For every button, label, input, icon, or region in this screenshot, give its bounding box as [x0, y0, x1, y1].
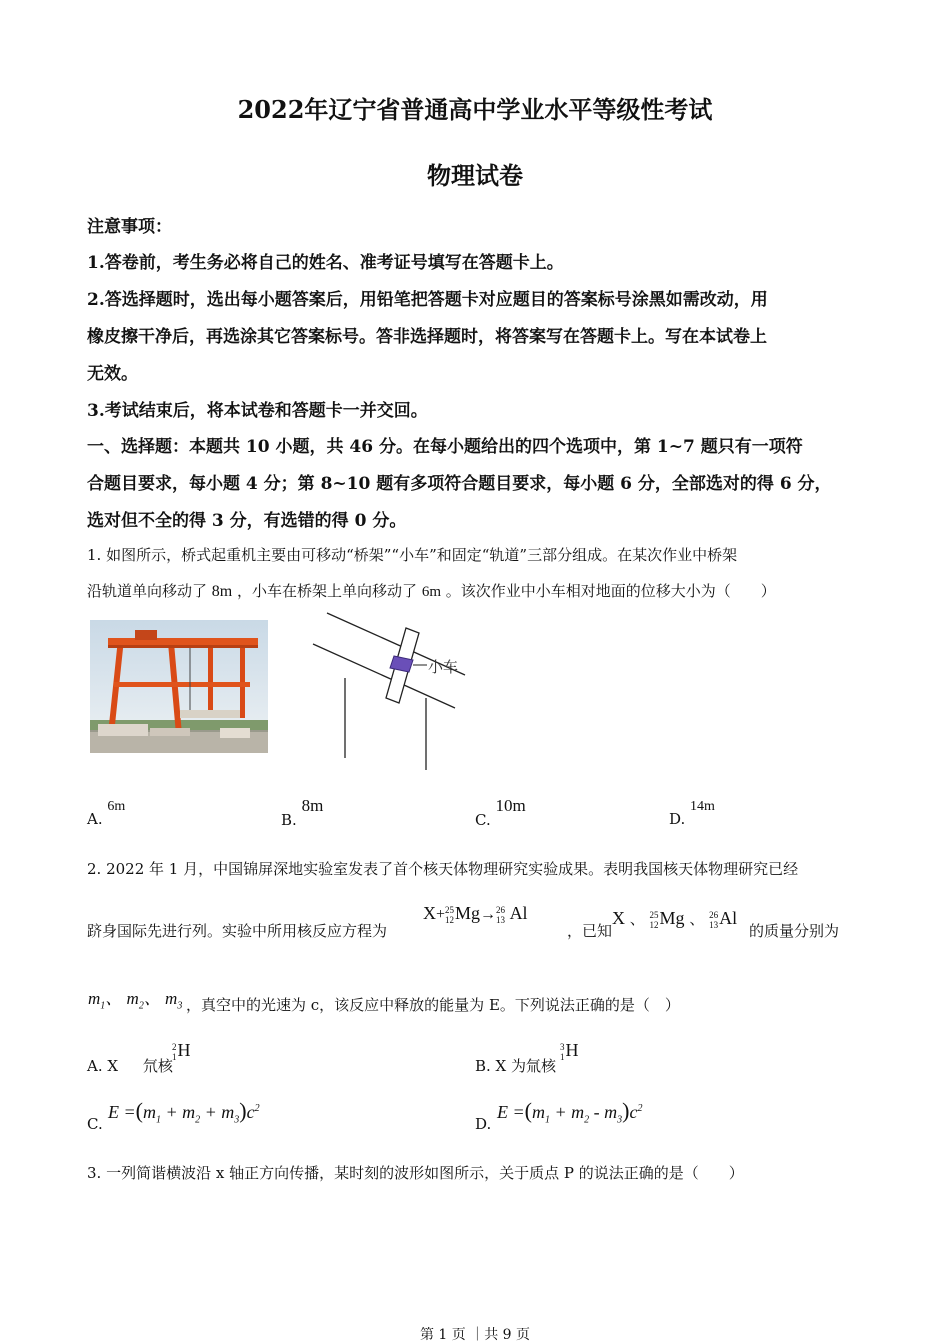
- mass-symbols: $m_1$、 $m_2$、 $m_3$: [88, 989, 183, 1012]
- notes-item-3: 3.考试结束后，将本试卷和答题卡一并交回。: [87, 401, 428, 421]
- diagram-label-trolley: 小车: [428, 658, 459, 676]
- h3-symbol: H: [565, 1040, 579, 1060]
- crane-photo: [90, 620, 268, 753]
- notes-item-2-line-2: 橡皮擦干净后，再选涂其它答案标号。答非选择题时，将答案写在答题卡上。写在本试卷上: [87, 327, 767, 347]
- list-al-mass: 26: [709, 909, 719, 920]
- list-al-atomic: 13: [709, 919, 719, 930]
- q2-option-a-text: 氘核: [142, 1057, 173, 1075]
- q2-option-a-nuclide: [172, 1040, 191, 1062]
- h2-atomic: 1: [172, 1051, 177, 1062]
- list-al: Al: [719, 908, 738, 928]
- q1-option-d[interactable]: [669, 799, 715, 829]
- section1-line-2: 合题目要求，每小题 4 分；第 8~10 题有多项符合题目要求，每小题 6 分，全部选对的得 6 分，: [87, 474, 832, 494]
- q2-line-3: ，真空中的光速为 c，该反应中释放的能量为 E。下列说法正确的是（ ）: [186, 996, 680, 1014]
- eq-mg-atomic: 12: [445, 914, 455, 925]
- q1-option-a-letter: A.: [87, 810, 103, 828]
- notes-item-1: 1.答卷前，考生务必将自己的姓名、准考证号填写在答题卡上。: [87, 253, 564, 273]
- q2-species-list: X 、 25 12 Mg 、 26 13 Al: [612, 908, 738, 930]
- q1-line-1: 1. 如图所示，桥式起重机主要由可移动“桥架”“小车”和固定“轨道”三部分组成。在某次作业中桥架: [87, 546, 738, 564]
- q1-option-c[interactable]: [475, 796, 526, 830]
- section1-line-3: 选对但不全的得 3 分，有选错的得 0 分。: [87, 511, 407, 531]
- eq-al-atomic: 13: [496, 914, 506, 925]
- list-mg-atomic: 12: [649, 919, 659, 930]
- q1-text-e: 。该次作业中小车相对地面的位移大小为（ ）: [445, 582, 776, 600]
- list-x: X: [612, 908, 625, 928]
- notes-item-2-line-3: 无效。: [87, 364, 138, 384]
- q2-option-a[interactable]: [87, 1055, 173, 1076]
- h3-mass: 3: [560, 1041, 565, 1052]
- q1-text-a: 沿轨道单向移动了: [87, 582, 208, 600]
- q1-option-a[interactable]: [87, 799, 126, 829]
- section1-line-1: 一、选择题：本题共 10 小题，共 46 分。在每小题给出的四个选项中，第 1~7 题只有一项符: [87, 437, 803, 457]
- h2-mass: 2: [172, 1041, 177, 1052]
- q1-value-8m: 8m: [211, 583, 233, 600]
- eq-x: X: [423, 903, 436, 923]
- q2-option-c-formula: $E =(m_1 + m_2 + m_3)c^2$: [108, 1098, 260, 1126]
- page-title: 2022年辽宁省普通高中学业水平等级性考试: [237, 95, 713, 124]
- q2-option-d[interactable]: [475, 1115, 491, 1133]
- h3-atomic: 1: [560, 1051, 565, 1062]
- q2-option-d-letter: D.: [475, 1115, 492, 1133]
- bridge-crane-diagram: [305, 608, 470, 773]
- page-subtitle: 物理试卷: [427, 161, 523, 190]
- q2-option-a-letter: A. X: [87, 1057, 119, 1075]
- q3-line-1: 3. 一列简谐横波沿 x 轴正方向传播，某时刻的波形如图所示，关于质点 P 的说法正确的是（ ）: [87, 1164, 744, 1182]
- q1-text-c: ，小车在桥架上单向移动了: [237, 582, 418, 600]
- list-mg: Mg: [659, 908, 685, 928]
- page-footer: 第 1 页 ｜共 9 页: [419, 1327, 531, 1343]
- q2-option-b[interactable]: [475, 1055, 556, 1076]
- q1-line-2: [87, 580, 776, 601]
- eq-al-mass: 26: [496, 904, 506, 915]
- q2-line-2: [87, 920, 387, 941]
- q2-option-b-nuclide: [560, 1040, 579, 1062]
- q1-option-d-value: 14m: [690, 799, 715, 814]
- q2-option-b-letter: B. X 为氚核: [475, 1057, 557, 1075]
- h2-symbol: H: [177, 1040, 191, 1060]
- q1-option-c-letter: C.: [475, 811, 491, 829]
- q2-text-a: 跻身国际先进行列。实验中所用核反应方程为: [87, 922, 388, 940]
- nuclear-equation: X+ 25 12 Mg→ 26 13 Al: [423, 903, 528, 925]
- q2-text-b: ，已知: [567, 922, 613, 940]
- notes-item-2-line-1: 2.答选择题时，选出每小题答案后，用铅笔把答题卡对应题目的答案标号涂黑如需改动，用: [87, 290, 768, 310]
- eq-al: Al: [509, 903, 528, 923]
- q2-text-c: 的质量分别为: [749, 922, 840, 940]
- q1-option-d-letter: D.: [669, 810, 686, 828]
- q1-option-b-letter: B.: [281, 811, 297, 829]
- list-mg-mass: 25: [649, 909, 659, 920]
- notes-heading: 注意事项：: [87, 217, 172, 237]
- eq-mg-mass: 25: [445, 904, 455, 915]
- q2-option-d-formula: $E =(m_1 + m_2 - m_3)c^2$: [497, 1098, 643, 1126]
- q1-option-c-value: 10m: [495, 796, 526, 815]
- q2-option-c[interactable]: [87, 1115, 103, 1133]
- q1-option-a-value: 6m: [107, 799, 126, 814]
- eq-mg: Mg: [455, 903, 481, 923]
- q2-line-1: 2. 2022 年 1 月，中国锦屏深地实验室发表了首个核天体物理研究实验成果。表明我国核天体物理研究已经: [87, 860, 799, 878]
- q1-option-b-value: 8m: [301, 796, 324, 815]
- q1-value-6m: 6m: [421, 584, 441, 600]
- q1-option-b[interactable]: [281, 796, 324, 830]
- q2-option-c-letter: C.: [87, 1115, 103, 1133]
